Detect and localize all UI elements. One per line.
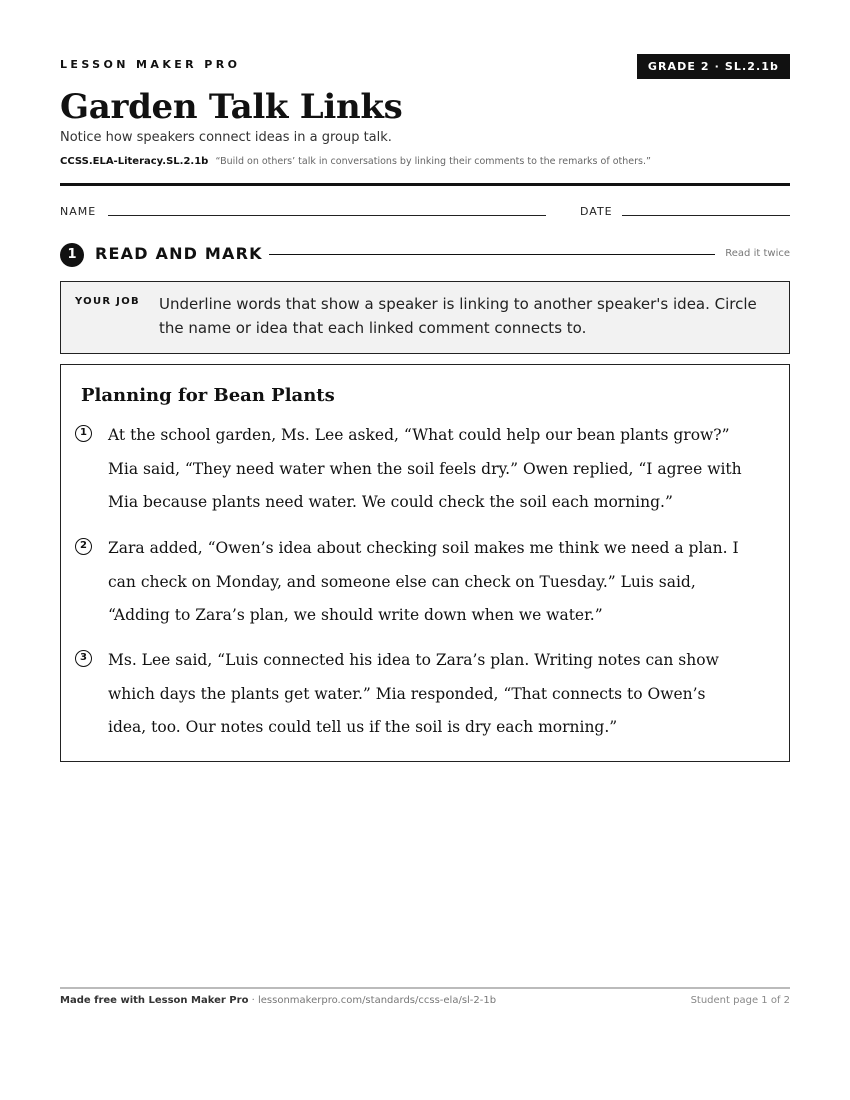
date-label: DATE	[580, 205, 613, 218]
section-note: Read it twice	[725, 248, 790, 259]
page-subtitle: Notice how speakers connect ideas in a group talk.	[60, 130, 392, 145]
name-label: NAME	[60, 205, 97, 218]
step-number-badge: 1	[60, 243, 84, 267]
page-indicator: Student page 1 of 2	[690, 995, 790, 1006]
standard-quote: “Build on others’ talk in conversations by linking their comments to the remarks of others.”	[215, 156, 651, 167]
reading-passage	[60, 364, 790, 762]
standard-code: CCSS.ELA-Literacy.SL.2.1b	[60, 156, 209, 167]
section-divider	[269, 254, 715, 255]
footer-credit	[60, 995, 496, 1006]
page-title: Garden Talk Links	[60, 87, 403, 127]
brand-name: LESSON MAKER PRO	[60, 58, 241, 71]
standard-line	[60, 156, 651, 167]
section-title: READ AND MARK	[95, 244, 263, 263]
instructions-box	[60, 281, 790, 354]
footer-divider	[60, 987, 790, 989]
paragraph-text: Zara added, “Owen’s idea about checking soil makes me think we need a plan. I can check on Monday, and someone else can check on Tuesday.” Luis said, “Adding to Zara’s plan, we should write down when we water.”	[108, 539, 739, 624]
date-field[interactable]	[622, 215, 790, 216]
grade-badge: GRADE 2 · SL.2.1b	[637, 54, 790, 79]
paragraph-number: 3	[75, 650, 92, 667]
footer-made-with: Made free with Lesson Maker Pro	[60, 995, 249, 1006]
paragraph-number: 2	[75, 538, 92, 555]
instructions-label: YOUR JOB	[75, 296, 140, 307]
paragraph-text: Ms. Lee said, “Luis connected his idea to Zara’s plan. Writing notes can show which days the plants get water.” Mia responded, “That connects to Owen’s idea, too. Our notes could tell us if the soil is dry each morning.”	[108, 651, 719, 736]
worksheet-page	[60, 0, 790, 1100]
footer-url[interactable]: · lessonmakerpro.com/standards/ccss-ela/sl-2-1b	[248, 995, 497, 1006]
paragraph-number: 1	[75, 425, 92, 442]
paragraph-text: At the school garden, Ms. Lee asked, “What could help our bean plants grow?” Mia said, “They need water when the soil feels dry.” Owen replied, “I agree with Mia because plants need water. We could check the soil each morning.”	[108, 426, 742, 511]
passage-title: Planning for Bean Plants	[81, 385, 335, 406]
name-field[interactable]	[108, 215, 546, 216]
header-divider	[60, 183, 790, 186]
instructions-text: Underline words that show a speaker is linking to another speaker's idea. Circle the name or idea that each linked comment connects to.	[159, 295, 757, 337]
